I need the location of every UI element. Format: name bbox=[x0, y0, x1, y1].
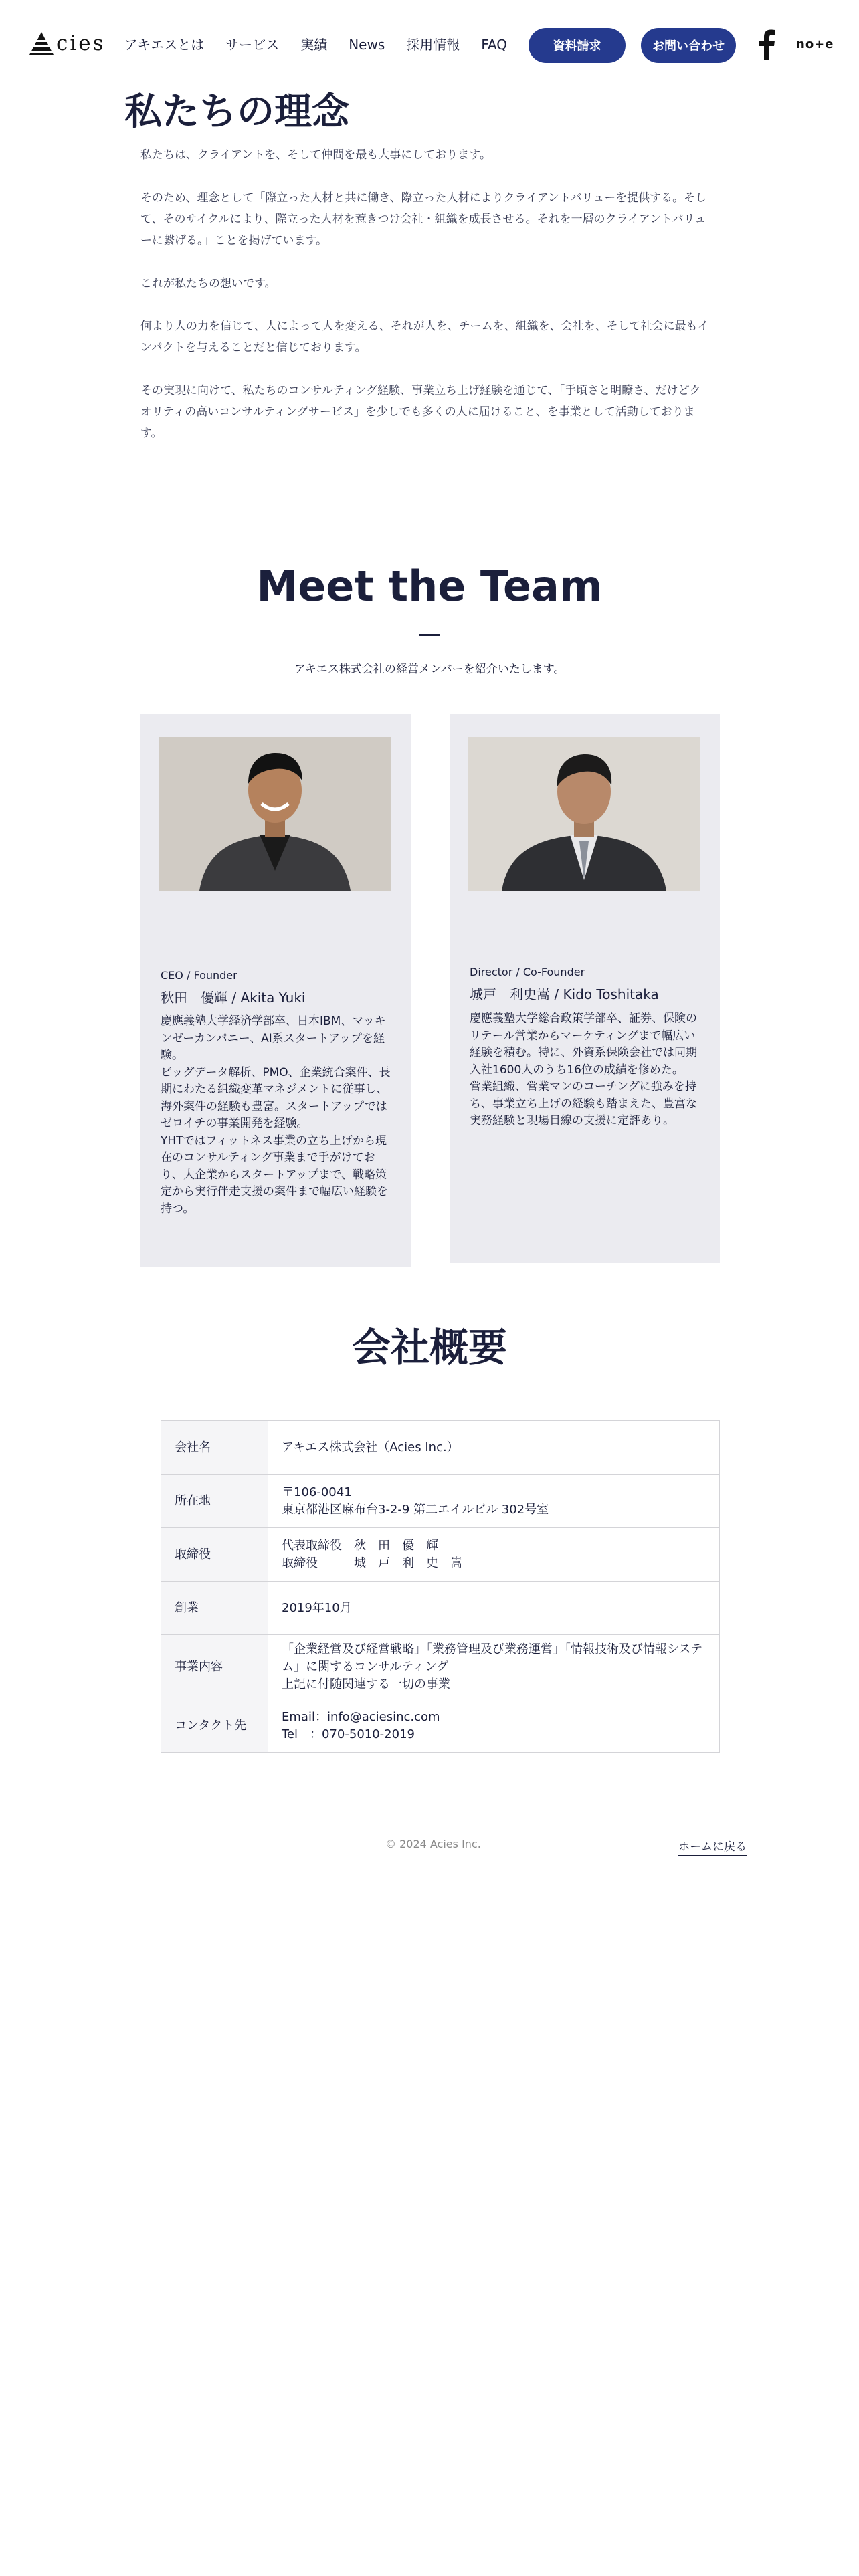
philosophy-text bbox=[140, 144, 709, 465]
member-photo bbox=[159, 737, 391, 891]
table-row bbox=[161, 1528, 720, 1582]
site-header bbox=[0, 0, 859, 90]
member-photo bbox=[468, 737, 700, 891]
table-value: 2019年10月 bbox=[268, 1582, 720, 1635]
table-row bbox=[161, 1421, 720, 1475]
table-value: 「企業経営及び経営戦略」「業務管理及び業務運営」「情報技術及び情報システム」に関するコンサルティング 上記に付随関連する一切の事業 bbox=[268, 1635, 720, 1699]
philosophy-title: 私たちの理念 bbox=[124, 90, 349, 134]
company-info-table bbox=[161, 1420, 720, 1753]
member-name: 城戸 利史嵩 / Kido Toshitaka bbox=[470, 986, 659, 1002]
table-key: 創業 bbox=[161, 1582, 268, 1635]
nav-link-service[interactable]: サービス bbox=[225, 37, 280, 53]
contact-button[interactable]: お問い合わせ bbox=[641, 28, 736, 63]
team-card-director bbox=[450, 714, 720, 1263]
site-logo[interactable] bbox=[28, 31, 106, 56]
table-row bbox=[161, 1475, 720, 1528]
logo-text: cies bbox=[56, 31, 106, 56]
table-row bbox=[161, 1582, 720, 1635]
title-divider bbox=[419, 634, 440, 636]
philosophy-paragraph: 何より人の力を信じて、人によって人を変える、それが人を、チームを、組織を、会社を、そして社会に最もインパクトを与えることだと信じております。 bbox=[140, 320, 709, 354]
philosophy-paragraph: その実現に向けて、私たちのコンサルティング経験、事業立ち上げ経験を通じて、「手頃さと明瞭さ、だけどクオリティの高いコンサルティングサービス」を少しでも多くの人に届けること、を事業として活動しております。 bbox=[140, 384, 701, 440]
table-value: Email：info@aciesinc.com Tel ：070-5010-2019 bbox=[268, 1699, 720, 1753]
nav-link-faq[interactable]: FAQ bbox=[481, 37, 507, 53]
team-title: Meet the Team bbox=[256, 562, 603, 611]
table-key: 事業内容 bbox=[161, 1635, 268, 1699]
member-bio: 慶應義塾大学総合政策学部卒、証券、保険のリテール営業からマーケティングまで幅広い経験を積む。特に、外資系保険会社では同期入社1600人のうち16位の成績を修めた。 営業組織、営業マンのコーチングに強みを持ち、事業立ち上げの経験も踏まえた、豊富な実務経験と現場目線の支援に定評あり。 bbox=[470, 1012, 697, 1128]
copyright-text: © 2024 Acies Inc. bbox=[385, 1838, 481, 1850]
table-value: 代表取締役 秋 田 優 輝 取締役 城 戸 利 史 嵩 bbox=[268, 1528, 720, 1582]
table-row bbox=[161, 1635, 720, 1699]
member-role: CEO / Founder bbox=[161, 969, 237, 982]
member-role: Director / Co-Founder bbox=[470, 966, 585, 978]
nav-link-works[interactable]: 実績 bbox=[300, 37, 328, 53]
main-nav bbox=[124, 33, 529, 56]
request-document-button[interactable]: 資料請求 bbox=[529, 28, 626, 63]
philosophy-paragraph: そのため、理念として「際立った人材と共に働き、際立った人材によりクライアントバリューを提供する。そして、そのサイクルにより、際立った人材を惹きつけ会社・組織を成長させる。それを一層のクライアントバリューに繋げる。」ことを掲げています。 bbox=[140, 191, 707, 247]
table-row bbox=[161, 1699, 720, 1753]
note-icon[interactable]: no+e bbox=[796, 37, 834, 51]
team-card-ceo bbox=[140, 714, 411, 1267]
table-value: アキエス株式会社（Acies Inc.） bbox=[268, 1421, 720, 1475]
table-key: 取締役 bbox=[161, 1528, 268, 1582]
back-to-home-link[interactable]: ホームに戻る bbox=[678, 1837, 747, 1856]
table-key: コンタクト先 bbox=[161, 1699, 268, 1753]
team-subtitle: アキエス株式会社の経営メンバーを紹介いたします。 bbox=[294, 663, 565, 676]
nav-link-news[interactable]: News bbox=[349, 37, 385, 53]
philosophy-paragraph: 私たちは、クライアントを、そして仲間を最も大事にしております。 bbox=[140, 148, 491, 162]
member-name: 秋田 優輝 / Akita Yuki bbox=[161, 990, 306, 1006]
philosophy-paragraph: これが私たちの想いです。 bbox=[140, 277, 276, 290]
company-title: 会社概要 bbox=[351, 1325, 507, 1370]
logo-triangle-icon bbox=[28, 31, 55, 56]
nav-link-recruit[interactable]: 採用情報 bbox=[406, 37, 460, 53]
facebook-icon[interactable] bbox=[757, 29, 776, 60]
member-bio: 慶應義塾大学経済学部卒、日本IBM、マッキンゼーカンパニー、AI系スタートアップを経験。 ビッグデータ解析、PMO、企業統合案件、長期にわたる組織変革マネジメントに従事し、海外案件の経験も豊富。スタートアップではゼロイチの事業開発を経験。 YHTではフィットネス事業の立ち上げから現在のコンサルティング事業まで手がけており、大企業からスタートアップまで、戦略策定から実行伴走支援の案件まで幅広い経験を持つ。 bbox=[161, 1014, 391, 1216]
table-value: 〒106-0041 東京都港区麻布台3-2-9 第二エイルビル 302号室 bbox=[268, 1475, 720, 1528]
table-key: 所在地 bbox=[161, 1475, 268, 1528]
nav-link-about[interactable]: アキエスとは bbox=[124, 37, 205, 53]
table-key: 会社名 bbox=[161, 1421, 268, 1475]
